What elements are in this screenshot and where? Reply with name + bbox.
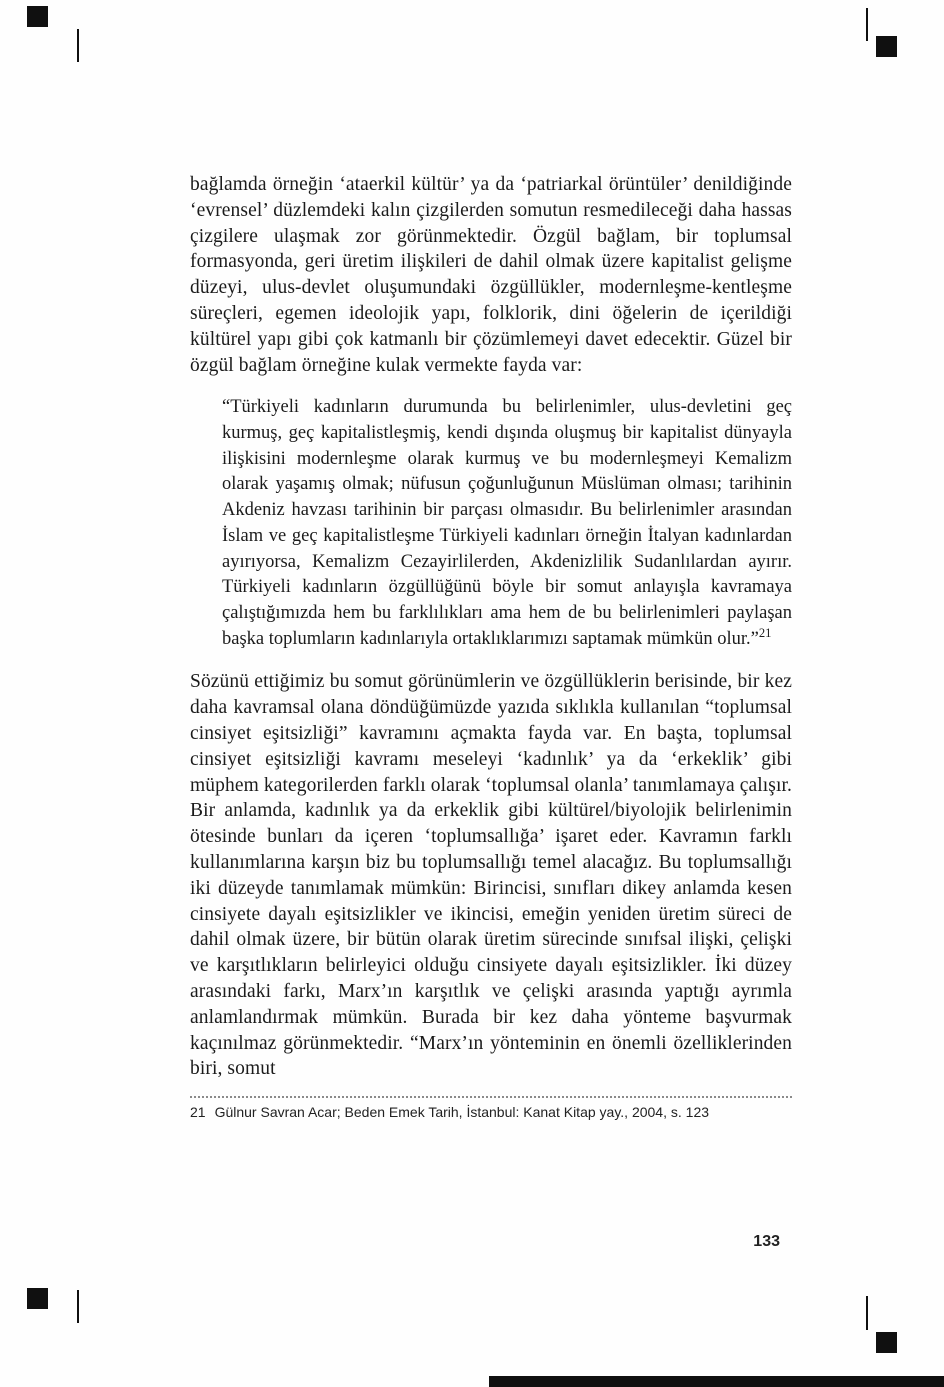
paragraph-1: bağlamda örneğin ‘ataerkil kültür’ ya da ‘patriarkal örüntüler’ denildiğinde ‘evrensel’ düzlemdeki kalın çizgilerden somutun resmedileceği daha hassas çizgilere ulaşmak zor görünmektedir. Özgül bağlam, bir toplumsal formasyonda, geri üretim ilişkileri de dahil olmak üzere kapitalist gelişme düzeyi, ulus-devlet oluşumundaki özgüllükler, modernleşme-kentleşme süreçleri, egemen ideolojik yapı, folklorik, dini öğelerin de içerildiği kültürel yapı gibi çok katmanlı bir çözümlemeyi davet edecektir. Güzel bir özgül bağlam örneğine kulak vermekte fayda var: (190, 174, 792, 376)
page-number: 133 (753, 1233, 780, 1250)
footnote-section (190, 1096, 792, 1122)
footnote-divider (190, 1096, 792, 1098)
footnote-text: Gülnur Savran Acar; Beden Emek Tarih, İstanbul: Kanat Kitap yay., 2004, s. 123 (214, 1104, 710, 1121)
footnote-ref-superscript: 21 (758, 625, 772, 640)
crop-mark-square-bottom-right (876, 1332, 897, 1353)
crop-mark-line-top-left (77, 29, 79, 62)
block-quote (222, 395, 792, 652)
paragraph-2: Sözünü ettiğimiz bu somut görünümlerin ve özgüllüklerin berisinde, bir kez daha kavramsal olana döndüğümüzde yazıda sıklıkla kullanılan “toplumsal cinsiyet eşitsizliği” kavramını açmakta fayda var. En başta, toplumsal cinsiyet eşitsizliği kavramı meseleyi ‘kadınlık’ ya da ‘erkeklik’ gibi müphem kategorilerden farklı olarak ‘toplumsal olanla’ tanımlamaya çalışır. Bir anlamda, kadınlık ya da erkeklik gibi kültürel/biyolojik belirlenimin ötesinde bunları da içeren ‘toplumsallığa’ işaret eder. Kavramın farklı kullanımlarına karşın biz bu toplumsallığı temel alacağız. Bu toplumsallığı iki düzeyde tanımlamak mümkün: Birincisi, sınıfları dikey anlamda kesen cinsiyete dayalı eşitsizlikler ve ikincisi, emeğin yeniden üretim süreci de dahil olmak üzere, bir bütün olarak üretim sürecinde sınıfsal ilişki, çelişki ve karşıtlıkların belirleyici olduğu cinsiyete dayalı eşitsizlikler. İki düzey arasındaki farkı, Marx’ın karşıtlık ve çelişki arasında yaptığı ayrımla anlamlandırmak mümkün. Burada bir kez daha yönteme başvurmak kaçınılmaz görünmektedir. “Marx’ın yönteminin en önemli özelliklerinden biri, somut (190, 671, 792, 1080)
crop-mark-line-top-right (866, 8, 868, 41)
quote-text: “Türkiyeli kadınların durumunda bu belirlenimler, ulus-devletini geç kurmuş, geç kapitalistleşmiş, kendi dışında oluşmuş bir kapitalist dünyayla ilişkisini modernleşme olarak kurmuş ve bu modernleşmeyi Kemalizm olarak yaşamış olmak; nüfusun çoğunluğunun Müslüman olması; tarihinin Akdeniz havzası tarihinin bir parçası olmasıdır. Bu belirlenimler arasından İslam ve geç kapitalistleşme Türkiyeli kadınları örneğin İtalyan kadınlardan ayırıyorsa, Kemalizm Cezayirlilerden, Akdenizlilik Sudanlılardan ayırır. Türkiyeli kadınların özgüllüğünü böyle bir somut anlayışla kavramaya çalıştığımızda hem bu farklılıkları ama hem de bu belirlenimleri paylaşan başka toplumların kadınlarıyla ortaklıklarımızı saptamak mümkün olur.” (222, 397, 792, 649)
crop-mark-square-top-left (27, 6, 48, 27)
page-content (190, 172, 792, 1122)
scan-edge-bar (489, 1376, 944, 1387)
footnote (190, 1103, 792, 1122)
crop-mark-line-bottom-right (866, 1296, 868, 1330)
crop-mark-line-bottom-left (77, 1290, 79, 1323)
crop-mark-square-top-right (876, 36, 897, 57)
footnote-number: 21 (190, 1104, 206, 1121)
crop-mark-square-bottom-left (27, 1288, 48, 1309)
